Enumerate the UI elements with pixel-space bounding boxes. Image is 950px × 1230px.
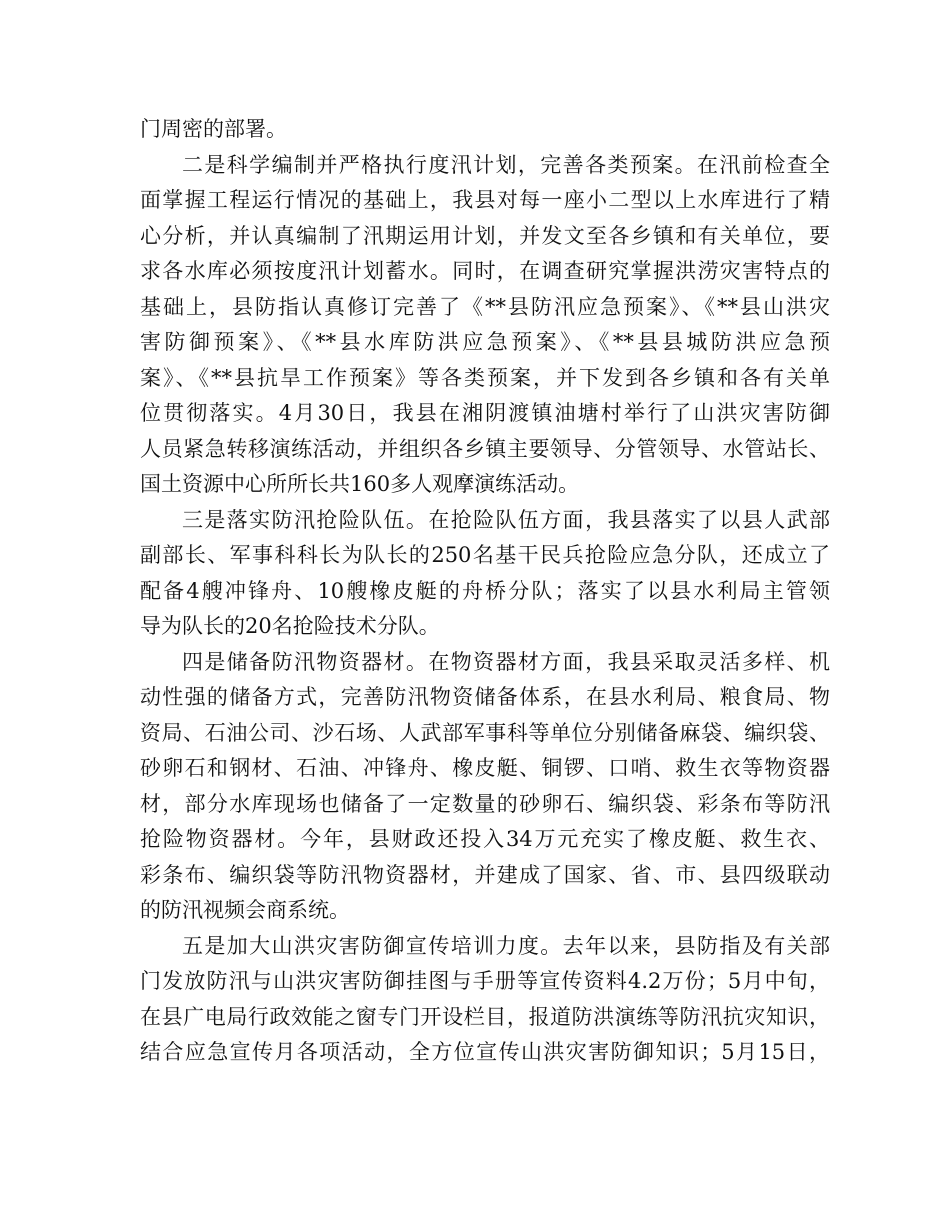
text-line: 门发放防汛与山洪灾害防御挂图与手册等宣传资料4.2万份；5月中旬，: [140, 969, 830, 993]
body-text: [140, 112, 830, 1071]
text-line: 砂卵石和钢材、石油、冲锋舟、橡皮艇、铜锣、口哨、救生衣等物资器: [140, 756, 830, 780]
paragraph-start-line: 二是科学编制并严格执行度汛计划，完善各类预案。在汛前检查全: [182, 152, 830, 177]
paragraph-start-line: 五是加大山洪灾害防御宣传培训力度。去年以来，县防指及有关部: [182, 933, 830, 958]
text-line: 求各水库必须按度汛计划蓄水。同时，在调查研究掌握洪涝灾害特点的: [140, 259, 830, 283]
text-line: 国土资源中心所所长共160多人观摩演练活动。: [140, 472, 580, 496]
text-line: 位贯彻落实。4月30日，我县在湘阴渡镇油塘村举行了山洪灾害防御: [140, 401, 830, 425]
text-line: 动性强的储备方式，完善防汛物资储备体系，在县水利局、粮食局、物: [140, 685, 830, 709]
text-line: 面掌握工程运行情况的基础上，我县对每一座小二型以上水库进行了精: [140, 188, 830, 212]
text-line: 案》、《**县抗旱工作预案》等各类预案，并下发到各乡镇和各有关单: [140, 365, 830, 390]
text-line: 配备4艘冲锋舟、10艘橡皮艇的舟桥分队；落实了以县水利局主管领: [140, 578, 830, 603]
text-line: 材，部分水库现场也储备了一定数量的砂卵石、编织袋、彩条布等防汛: [140, 791, 830, 816]
text-line: 心分析，并认真编制了汛期运用计划，并发文至各乡镇和有关单位，要: [140, 223, 830, 248]
paragraph-start-line: 三是落实防汛抢险队伍。在抢险队伍方面，我县落实了以县人武部: [182, 507, 830, 532]
text-line: 人员紧急转移演练活动，并组织各乡镇主要领导、分管领导、水管站长、: [140, 436, 830, 461]
paragraph-start-line: 四是储备防汛物资器材。在物资器材方面，我县采取灵活多样、机: [182, 649, 830, 674]
text-line: 的防汛视频会商系统。: [140, 898, 350, 922]
text-line: 在县广电局行政效能之窗专门开设栏目，报道防洪演练等防汛抗灾知识，: [140, 1004, 830, 1029]
text-line: 门周密的部署。: [140, 117, 287, 141]
text-line: 基础上，县防指认真修订完善了《**县防汛应急预案》、《**县山洪灾: [140, 294, 830, 319]
text-line: 结合应急宣传月各项活动，全方位宣传山洪灾害防御知识；5月15日，: [140, 1040, 830, 1064]
text-line: 抢险物资器材。今年，县财政还投入34万元充实了橡皮艇、救生衣、: [140, 827, 830, 851]
text-line: 导为队长的20名抢险技术分队。: [140, 614, 440, 638]
text-line: 资局、石油公司、沙石场、人武部军事科等单位分别储备麻袋、编织袋、: [140, 720, 830, 745]
text-line: 彩条布、编织袋等防汛物资器材，并建成了国家、省、市、县四级联动: [140, 862, 830, 887]
text-line: 害防御预案》、《**县水库防洪应急预案》、《**县县城防洪应急预: [140, 330, 830, 354]
text-line: 副部长、军事科科长为队长的250名基干民兵抢险应急分队，还成立了: [140, 543, 830, 567]
